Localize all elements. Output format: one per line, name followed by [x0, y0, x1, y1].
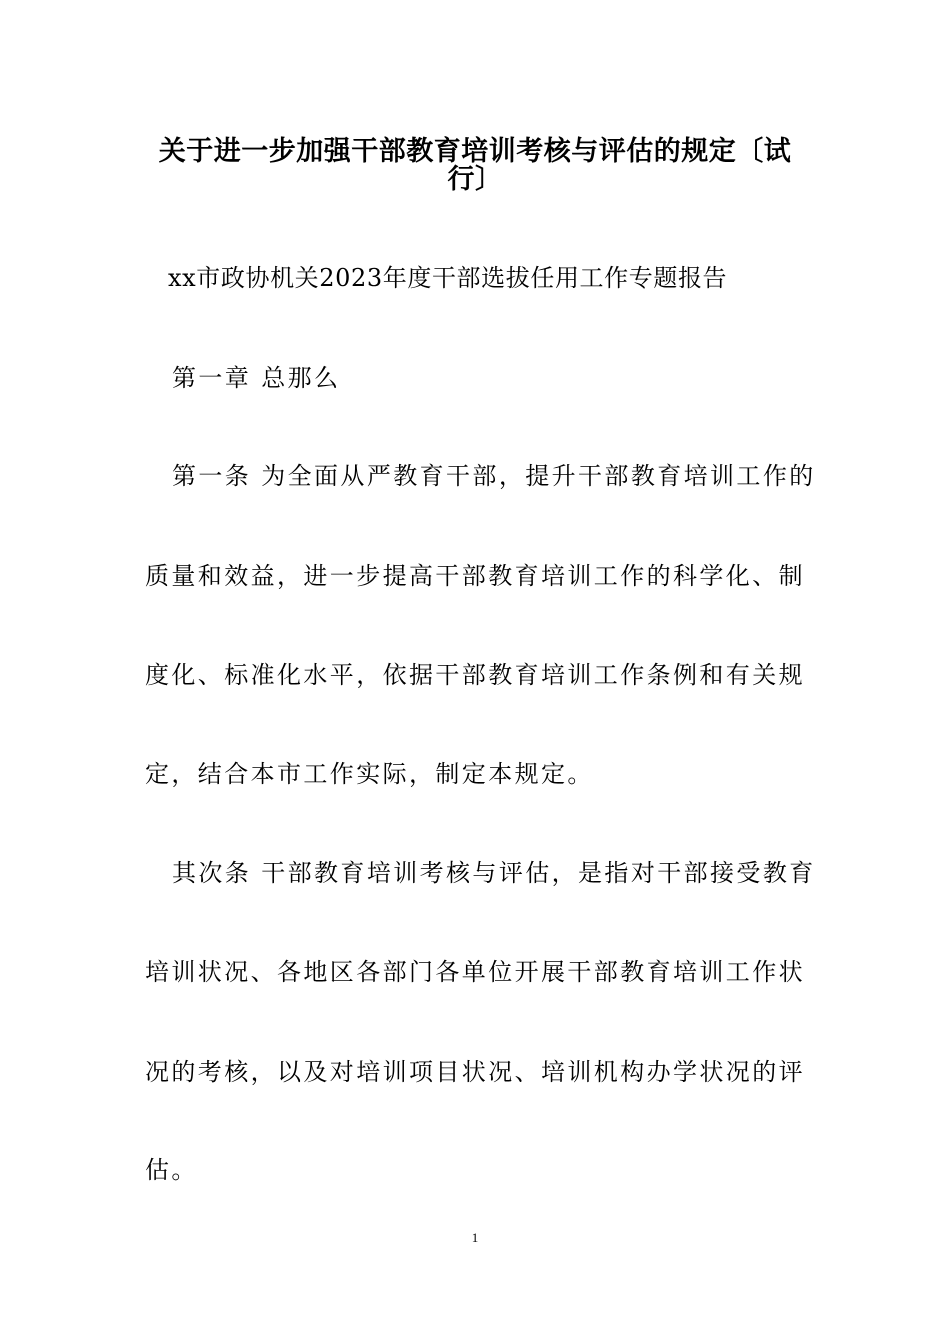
document-title-line-1: 关于进一步加强干部教育培训考核与评估的规定〔试 — [158, 136, 792, 167]
document-title-line-2: 行〕 — [447, 164, 503, 195]
article-2-line-3: 况的考核，以及对培训项目状况、培训机构办学状况的评 — [145, 1058, 805, 1086]
article-2-line-2: 培训状况、各地区各部门各单位开展干部教育培训工作状 — [145, 958, 805, 986]
article-1-line-1: 第一条 为全面从严教育干部，提升干部教育培训工作的 — [172, 462, 816, 490]
article-2-line-1: 其次条 干部教育培训考核与评估，是指对干部接受教育 — [172, 859, 816, 887]
document-subtitle: xx市政协机关2023年度干部选拔任用工作专题报告 — [168, 264, 728, 292]
article-1-line-2: 质量和效益，进一步提高干部教育培训工作的科学化、制 — [145, 562, 805, 590]
article-1-line-4: 定，结合本市工作实际，制定本规定。 — [145, 760, 594, 788]
article-1-line-3: 度化、标准化水平，依据干部教育培训工作条例和有关规 — [145, 661, 805, 689]
chapter-heading: 第一章 总那么 — [172, 364, 341, 392]
article-2-line-4: 估。 — [145, 1156, 198, 1184]
page-number: 1 — [471, 1230, 479, 1245]
